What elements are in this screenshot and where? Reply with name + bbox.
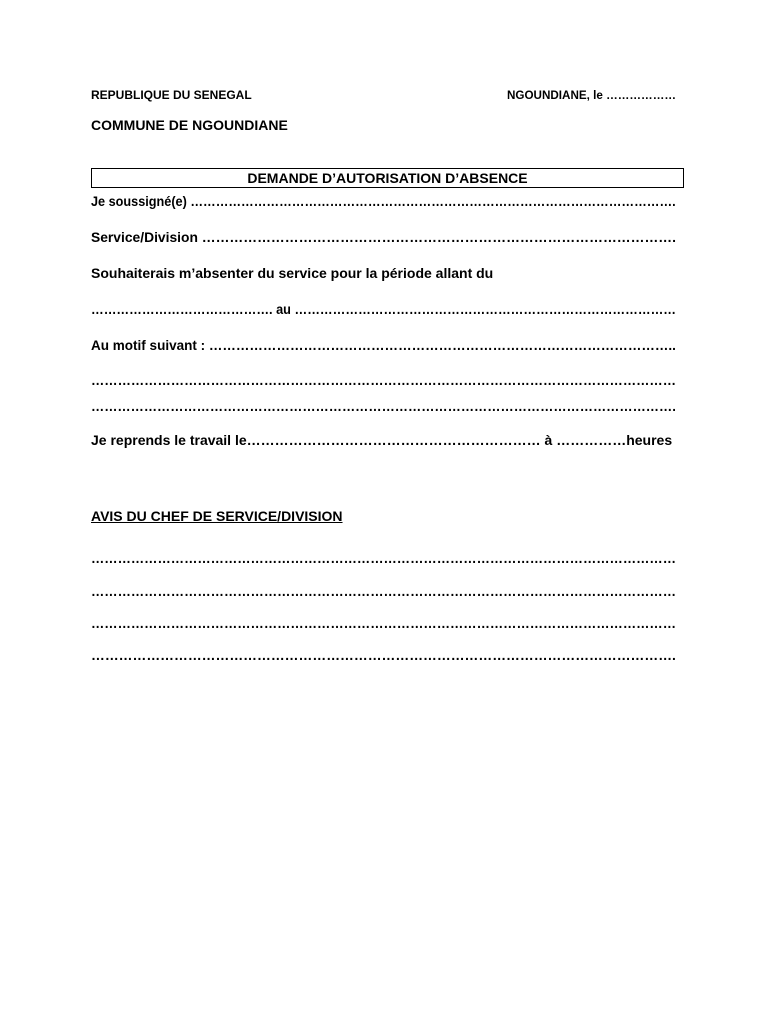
avis-line-4: ………………………………………………………………………………………………………………. xyxy=(91,647,676,663)
field-reprise-travail: Je reprends le travail le……………………………………………………… à ……………heures xyxy=(91,432,673,448)
field-souhaite-absence: Souhaiterais m’absenter du service pour la période allant du xyxy=(91,265,494,281)
field-service-division: Service/Division …………………………………………………………………………………………. xyxy=(91,229,676,245)
header-republic: REPUBLIQUE DU SENEGAL xyxy=(91,88,252,102)
field-motif-line-3: ……………………………………………………………………………………………………………………. xyxy=(91,398,676,414)
avis-heading: AVIS DU CHEF DE SERVICE/DIVISION xyxy=(91,508,343,524)
header-place-date: NGOUNDIANE, le ……………… xyxy=(507,88,677,102)
field-soussigne: Je soussigné(e) ……………………………………………………………………………………………………. xyxy=(91,193,676,209)
avis-line-3: …………………………………………………………………………………………………………………… xyxy=(91,615,677,631)
field-motif-line-2: …………………………………………………………………………………………………………………… xyxy=(91,372,677,388)
field-periode: ……………………………………. au ……………………………………………………………………………… xyxy=(91,301,677,317)
field-motif: Au motif suivant : ………………………………………………………………………………………….. xyxy=(91,337,676,353)
avis-line-1: …………………………………………………………………………………………………………………… xyxy=(91,550,677,566)
header-commune: COMMUNE DE NGOUNDIANE xyxy=(91,117,288,133)
form-title: DEMANDE D’AUTORISATION D’ABSENCE xyxy=(91,168,684,188)
avis-line-2: …………………………………………………………………………………………………………………… xyxy=(91,583,677,599)
